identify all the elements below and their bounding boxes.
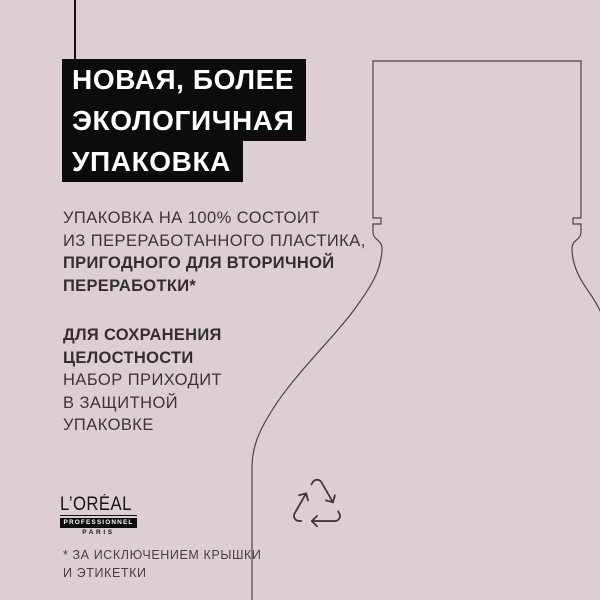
paragraph-line-bold: ПЕРЕРАБОТКИ* bbox=[63, 276, 197, 295]
logo-division-label: PROFESSIONNEL bbox=[63, 518, 134, 526]
paragraph-line: УПАКОВКА НА 100% СОСТОИТ bbox=[63, 209, 320, 227]
logo-underline bbox=[60, 515, 137, 516]
headline-line: УПАКОВКА bbox=[62, 141, 243, 182]
paragraph-protective-packaging bbox=[63, 324, 222, 437]
headline-line: НОВАЯ, БОЛЕЕ bbox=[62, 59, 306, 100]
headline-line: ЭКОЛОГИЧНАЯ bbox=[62, 100, 306, 141]
logo-wordmark: L’ORÉAL bbox=[60, 494, 132, 515]
headline bbox=[62, 59, 306, 182]
paragraph-line-bold: ЦЕЛОСТНОСТИ bbox=[63, 348, 194, 367]
paragraph-recycled-plastic bbox=[63, 207, 366, 297]
paragraph-line: УПАКОВКЕ bbox=[63, 416, 154, 434]
footnote-line: И ЭТИКЕТКИ bbox=[63, 565, 147, 580]
loreal-professionnel-logo bbox=[60, 495, 137, 536]
paragraph-line: ИЗ ПЕРЕРАБОТАННОГО ПЛАСТИКА, bbox=[63, 231, 366, 250]
paragraph-line: В ЗАЩИТНОЙ bbox=[63, 393, 179, 412]
logo-division-bar bbox=[60, 518, 137, 528]
paragraph-line: НАБОР ПРИХОДИТ bbox=[63, 371, 223, 389]
logo-city-label: PARIS bbox=[82, 529, 115, 536]
paragraph-line-bold: ПРИГОДНОГО ДЛЯ ВТОРИЧНОЙ bbox=[63, 254, 335, 272]
plumb-line-decoration bbox=[74, 0, 76, 59]
paragraph-line-bold: ДЛЯ СОХРАНЕНИЯ bbox=[63, 326, 222, 344]
recycle-icon bbox=[286, 472, 348, 534]
footnote bbox=[63, 547, 262, 582]
footnote-line: * ЗА ИСКЛЮЧЕНИЕМ КРЫШКИ bbox=[63, 548, 262, 562]
